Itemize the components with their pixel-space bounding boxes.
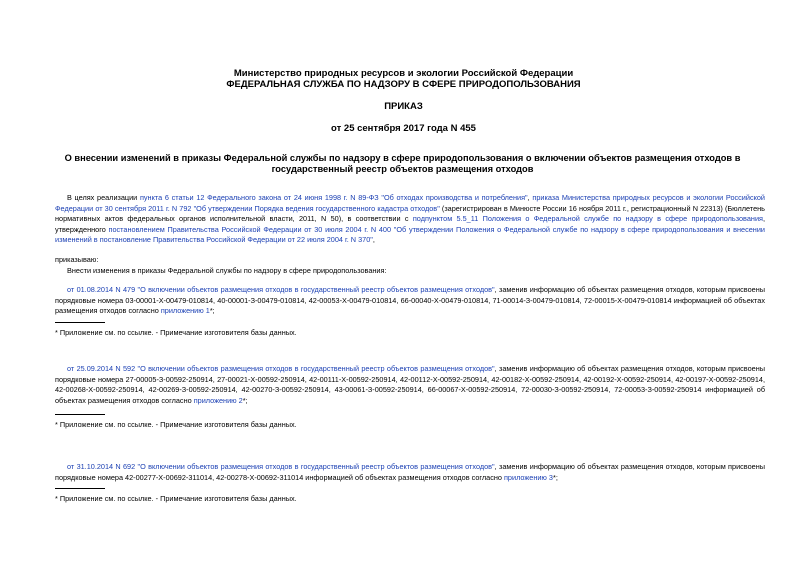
footnote-divider <box>55 488 105 489</box>
order-479-link[interactable]: от 01.08.2014 N 479 "О включении объектов размещения отходов в государственный реестр объектов размещения отходов" <box>67 285 495 294</box>
preamble-text-1: В целях реализации <box>67 193 140 202</box>
order-word: приказываю: <box>55 255 99 264</box>
ministry-name: Министерство природных ресурсов и экологии Российской Федерации <box>233 68 574 79</box>
page-title: О внесении изменений в приказы Федеральной службы по надзору в сфере природопользования о включении объектов размещения отходов в государственный реестр объектов размещения отходов <box>64 153 741 174</box>
item-text: , заменив информацию об объектах размещения отходов, которым присвоены порядковые номера 03-00001-Х-00479-010814, 40-00001-З-00479-010814, 42-00053-Х-00479-010814, 66-00040-Х-00479-010814, 71-00014-З-00479-010814, 72-00015-Х-00479-010814 информацией об объектах размещения отходов согласно <box>55 285 765 315</box>
service-name: ФЕДЕРАЛЬНАЯ СЛУЖБА ПО НАДЗОРУ В СФЕРЕ ПРИРОДОПОЛЬЗОВАНИЯ <box>226 79 581 90</box>
resolution-400-link[interactable]: постановлением Правительства Российской Федерации от 30 июля 2004 г. N 400 "Об утверждении Положения о Федеральной службе по надзору в сфере природопользования и внесении изменений в постановление Правительства Российской Федерации от 22 июля 2004 г. N 370" <box>55 224 765 244</box>
order-592-link[interactable]: от 25.09.2014 N 592 "О включении объектов размещения отходов в государственный реестр объектов размещения отходов" <box>67 364 495 373</box>
list-item <box>55 364 765 406</box>
item-tail: *; <box>553 472 558 482</box>
item-text: , заменив информацию об объектах размещения отходов, которым присвоены порядковые номера 42-00277-Х-00692-311014, 42-00278-Х-00692-311014 информацией об объектах размещения отходов согласно <box>55 462 765 482</box>
footnote-divider <box>55 414 105 415</box>
subparagraph-5-5-11-link[interactable]: подпунктом 5.5_11 Положения о Федеральной службе по надзору в сфере природопользования <box>412 214 763 223</box>
appendix-1-link[interactable]: приложению 1 <box>160 306 210 315</box>
law-89-fz-link[interactable]: пункта 6 статьи 12 Федерального закона от 24 июня 1998 г. N 89-ФЗ "Об отходах производства и потребления" <box>139 193 528 202</box>
document-date-number: от 25 сентября 2017 года N 455 <box>331 123 476 134</box>
footnote-divider <box>55 322 105 323</box>
preamble-text-2: , <box>527 193 533 202</box>
item-text: , заменив информацию об объектах размещения отходов, которым присвоены порядковые номера 27-00005-З-00592-250914, 27-00021-Х-00592-250914, 42-00111-Х-00592-250914, 42-00112-Х-00592-250914, 42-00182-Х-00592-250914, 42-00192-Х-00592-250914, 42-00197-Х-00592-250914, 42-00268-Х-00592-250914, 42-00269-З-00592-250914, 42-00270-З-00592-250914, 43-00061-З-00592-250914, 66-00067-Х-00592-250914, 72-00030-З-00592-250914, 72-00053-З-00592-250914 информацией об объектах размещения отходов согласно <box>55 364 765 405</box>
preamble-text-5: , <box>372 235 375 244</box>
document-type: ПРИКАЗ <box>384 101 423 112</box>
appendix-3-link[interactable]: приложению 3 <box>503 472 553 482</box>
order-792-link[interactable]: приказа Министерства природных ресурсов и экологии Российской Федерации от 30 сентября 2011 г. N 792 "Об утверждении Порядка ведения государственного кадастра отходов" <box>55 193 766 213</box>
footnote: * Приложение см. по ссылке. - Примечание изготовителя базы данных. <box>55 420 297 429</box>
preamble-text-3: (зарегистрирован в Минюсте России 16 ноября 2011 г., регистрационный N 22313) (Бюллетень нормативных актов федеральных органов исполнительной власти, 2011, N 50), в соответствии с <box>55 203 765 223</box>
order-intro: Внести изменения в приказы Федеральной службы по надзору в сфере природопользования: <box>67 266 387 275</box>
list-item <box>55 285 765 317</box>
item-tail: *; <box>209 306 215 315</box>
footnote: * Приложение см. по ссылке. - Примечание изготовителя базы данных. <box>55 494 297 503</box>
preamble-text-4: , утвержденного <box>55 214 765 234</box>
list-item <box>55 462 765 483</box>
footnote: * Приложение см. по ссылке. - Примечание изготовителя базы данных. <box>55 328 297 337</box>
preamble <box>55 193 765 246</box>
appendix-2-link[interactable]: приложению 2 <box>193 395 243 405</box>
item-tail: *; <box>242 395 248 405</box>
order-692-link[interactable]: от 31.10.2014 N 692 "О включении объектов размещения отходов в государственный реестр объектов размещения отходов" <box>67 462 495 471</box>
